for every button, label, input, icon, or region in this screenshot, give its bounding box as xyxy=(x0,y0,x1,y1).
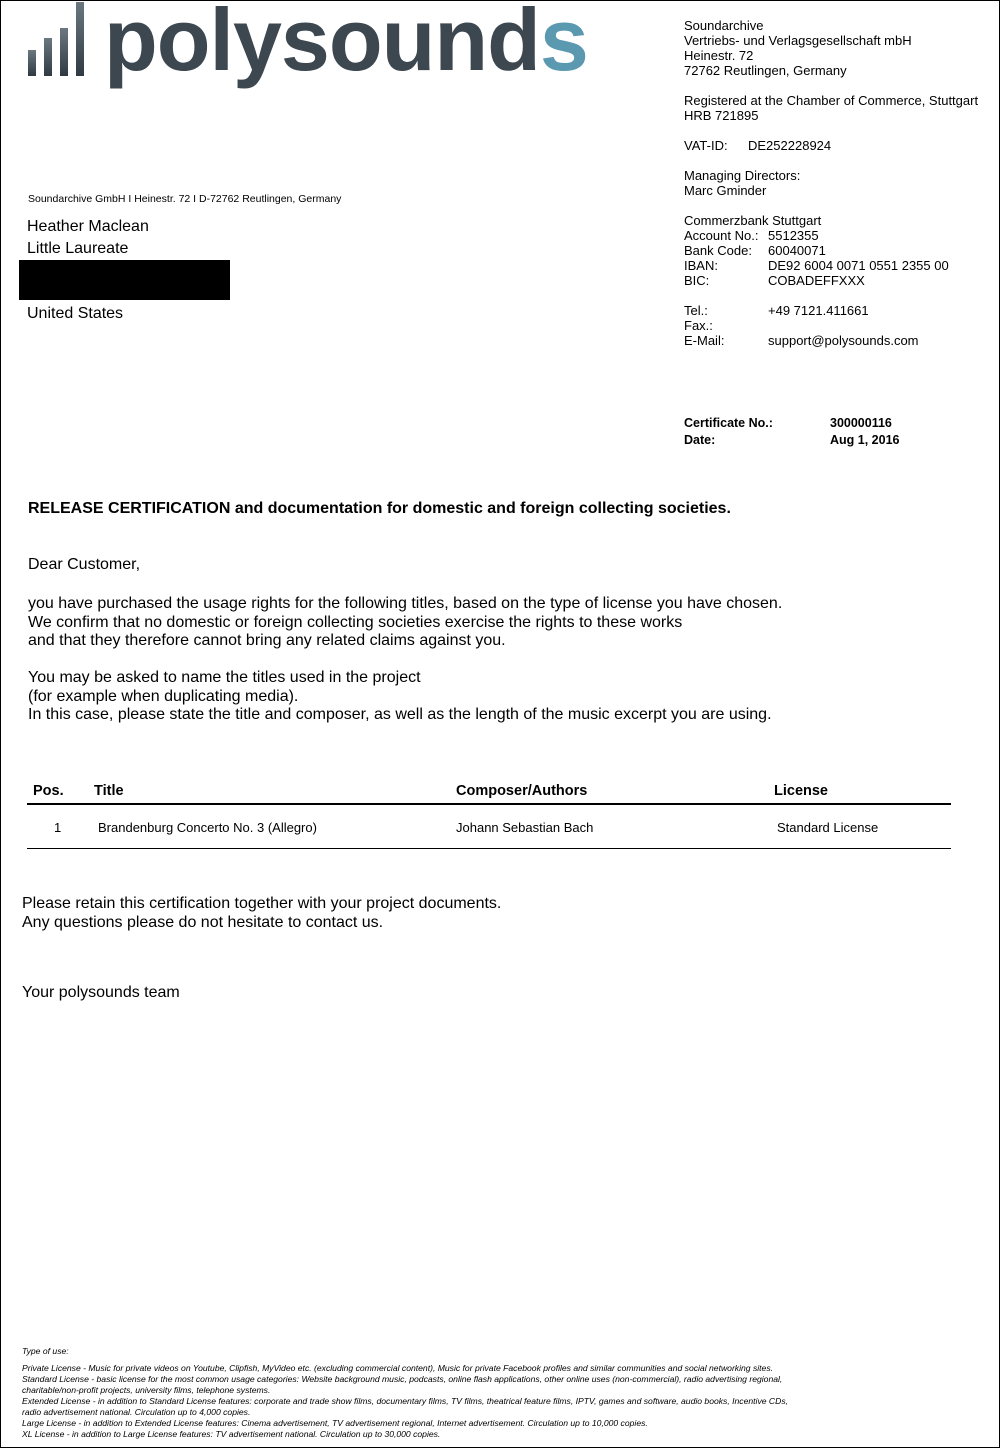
paragraph-line: We confirm that no domestic or foreign collecting societies exercise the rights to these works xyxy=(28,613,683,631)
certificate-no-value: 300000116 xyxy=(830,416,892,430)
contact-row xyxy=(684,303,984,318)
paragraph-line: You may be asked to name the titles used in the project xyxy=(28,669,421,686)
document-heading: RELEASE CERTIFICATION and documentation for domestic and foreign collecting societies. xyxy=(28,500,731,517)
footnote-line: Extended License - in addition to Standard License features: corporate and trade show films, documentary films, TV films, theatrical feature films, IPTV, games and software, audio books, Incentive CDs, xyxy=(22,1396,789,1406)
company-info xyxy=(684,18,984,348)
footnote-line: radio advertisement national. Circulation up to 4,000 copies. xyxy=(22,1407,251,1417)
sender-line: Soundarchive GmbH I Heinestr. 72 I D-72762 Reutlingen, Germany xyxy=(28,193,342,205)
company-address-line: Soundarchive xyxy=(684,18,764,33)
salutation: Dear Customer, xyxy=(28,556,141,573)
polysounds-logo-bars-icon xyxy=(28,2,86,78)
bank-label: IBAN: xyxy=(684,258,718,273)
closing-line: Any questions please do not hesitate to contact us. xyxy=(22,914,384,931)
contact-label: Tel.: xyxy=(684,303,708,318)
contact-row xyxy=(684,318,984,333)
vat-label: VAT-ID: xyxy=(684,138,728,153)
table-row xyxy=(27,805,951,849)
paragraph-instructions xyxy=(28,669,772,725)
contact-value: +49 7121.411661 xyxy=(768,303,869,318)
signoff: Your polysounds team xyxy=(22,984,180,1001)
bank-value: 60040071 xyxy=(768,243,826,258)
bank-row xyxy=(684,243,984,258)
bank-row xyxy=(684,258,984,273)
footnote-line: Standard License - basic license for the most common usage categories: Website background music, podcasts, online flash applications, other online uses (non-commercial), radio advertising regional, xyxy=(22,1374,783,1384)
table-header xyxy=(27,782,951,805)
header-license: License xyxy=(774,783,828,799)
paragraph-confirmation xyxy=(28,595,782,651)
cell-pos: 1 xyxy=(54,820,62,835)
polysounds-logo xyxy=(104,0,588,90)
header-pos: Pos. xyxy=(33,783,64,799)
recipient-address xyxy=(27,216,149,260)
closing-line: Please retain this certification together with your project documents. xyxy=(22,895,502,912)
header-composer: Composer/Authors xyxy=(456,783,588,799)
certificate-date-value: Aug 1, 2016 xyxy=(830,433,900,447)
footnote-label: Type of use: xyxy=(22,1346,69,1356)
header-title: Title xyxy=(94,783,124,799)
company-address-line: Heinestr. 72 xyxy=(684,48,754,63)
contact-value: support@polysounds.com xyxy=(768,333,919,348)
vat-row xyxy=(684,138,984,153)
certificate-no-label: Certificate No.: xyxy=(684,416,773,430)
vat-value: DE252228924 xyxy=(748,138,832,153)
contact-label: E-Mail: xyxy=(684,333,725,348)
license-types-footnote xyxy=(22,1346,882,1440)
paragraph-line: you have purchased the usage rights for the following titles, based on the type of license you have chosen. xyxy=(28,595,783,612)
recipient-country: United States xyxy=(27,305,124,322)
recipient-name: Heather Maclean xyxy=(27,218,149,235)
company-address-line: 72762 Reutlingen, Germany xyxy=(684,63,847,78)
recipient-company: Little Laureate xyxy=(27,240,129,257)
bank-value: 5512355 xyxy=(768,228,819,243)
footnote-line: Private License - Music for private videos on Youtube, Clipfish, MyVideo etc. (excluding commercial content), Music for private Facebook profiles and similar communities and social networking sites. xyxy=(22,1363,774,1373)
company-register-line: HRB 721895 xyxy=(684,108,759,123)
logo-text-end: s xyxy=(539,0,588,89)
company-address-line: Vertriebs- und Verlagsgesellschaft mbH xyxy=(684,33,912,48)
redaction-box xyxy=(19,260,230,300)
company-register-line: Registered at the Chamber of Commerce, Stuttgart xyxy=(684,93,979,108)
certificate-info xyxy=(684,415,899,449)
bank-label: BIC: xyxy=(684,273,710,288)
bank-row xyxy=(684,228,984,243)
bank-label: Account No.: xyxy=(684,228,759,243)
logo-text-main: polysound xyxy=(104,0,540,89)
closing-text xyxy=(22,894,501,932)
contact-row xyxy=(684,333,984,348)
bank-value: COBADEFFXXX xyxy=(768,273,865,288)
directors-value: Marc Gminder xyxy=(684,183,767,198)
titles-table xyxy=(27,782,951,849)
cell-composer: Johann Sebastian Bach xyxy=(456,820,594,835)
certificate-date-label: Date: xyxy=(684,433,716,447)
paragraph-line: In this case, please state the title and composer, as well as the length of the music excerpt you are using. xyxy=(28,706,772,724)
paragraph-line: and that they therefore cannot bring any related claims against you. xyxy=(28,632,506,650)
bank-value: DE92 6004 0071 0551 2355 00 xyxy=(768,258,949,273)
footnote-line: XL License - in addition to Large License features: TV advertisement national. Circulation up to 30,000 copies. xyxy=(22,1429,441,1439)
directors-label: Managing Directors: xyxy=(684,168,801,183)
footnote-line: Large License - in addition to Extended License features: Cinema advertisement, TV advertisement regional, Internet advertisement. Circulation up to 10,000 copies. xyxy=(22,1418,648,1428)
bank-row xyxy=(684,273,984,288)
contact-label: Fax.: xyxy=(684,318,713,333)
cell-license: Standard License xyxy=(777,820,879,835)
bank-label: Bank Code: xyxy=(684,243,752,258)
paragraph-line: (for example when duplicating media). xyxy=(28,687,299,705)
bank-name: Commerzbank Stuttgart xyxy=(684,213,822,228)
footnote-line: charitable/non-profit projects, university films, telephone systems. xyxy=(22,1385,271,1395)
cell-title: Brandenburg Concerto No. 3 (Allegro) xyxy=(98,820,317,835)
